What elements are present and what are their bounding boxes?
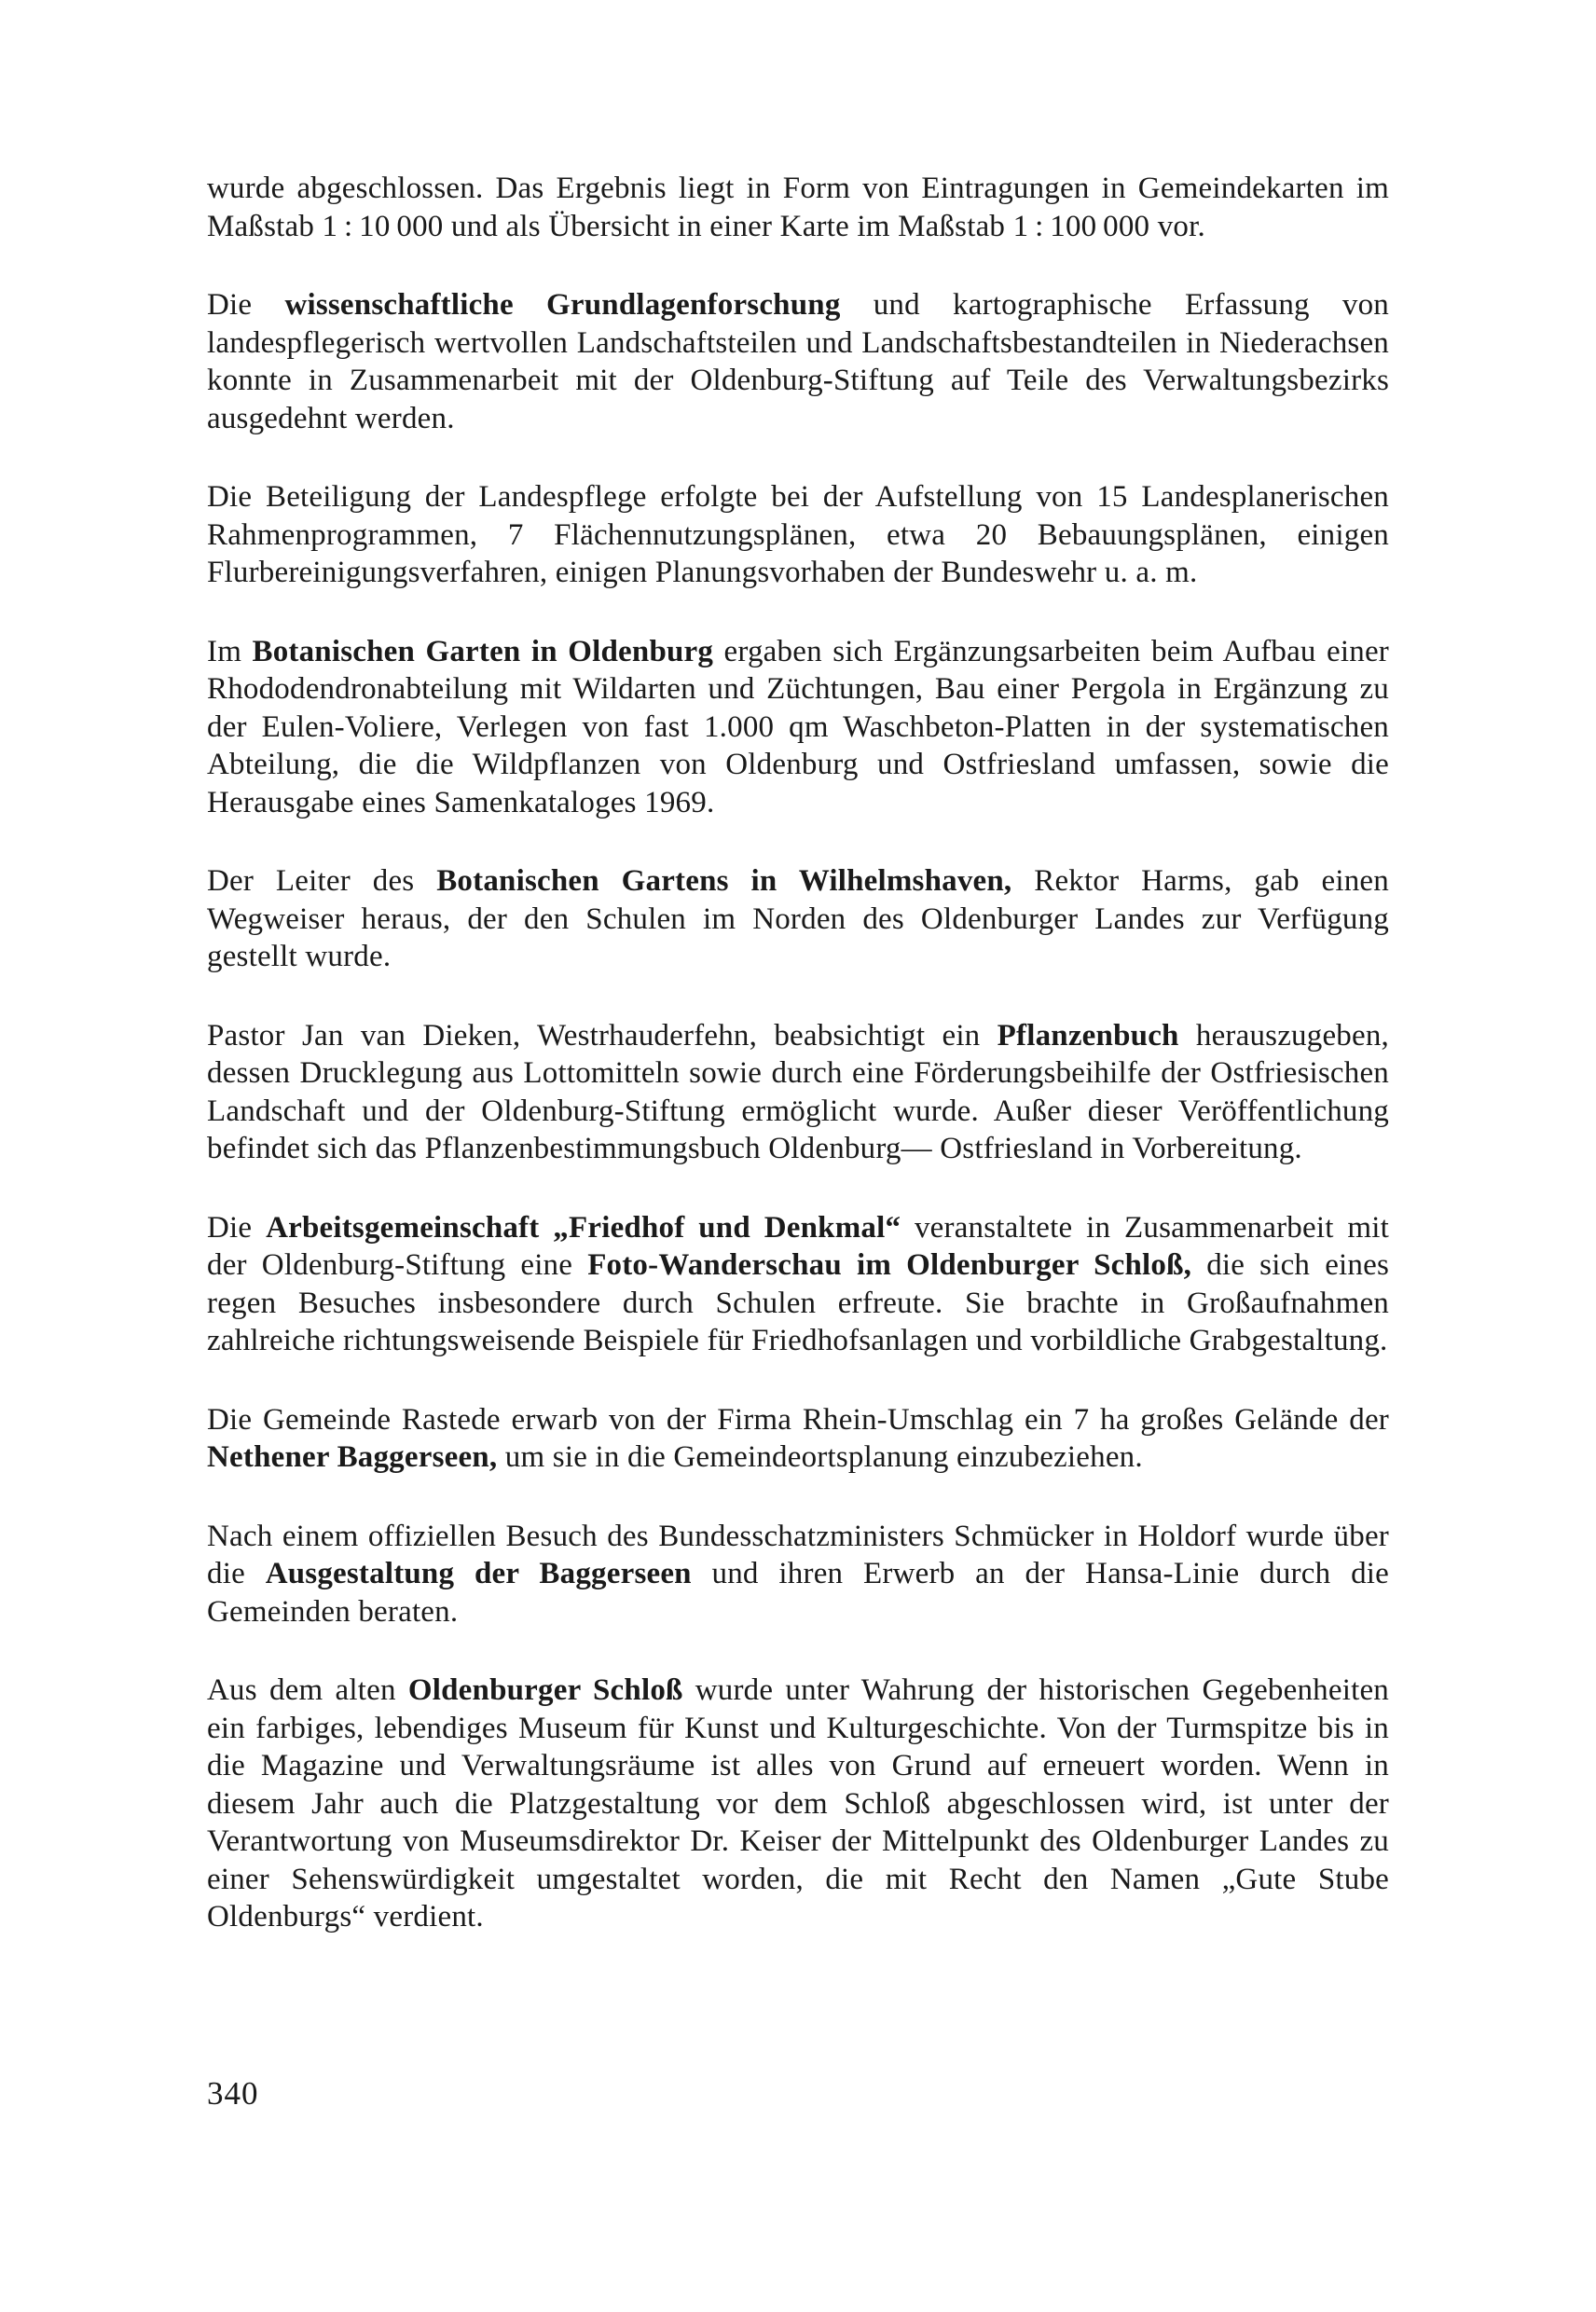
paragraph-6: [207, 1017, 1389, 1168]
text-run: Die: [207, 1210, 267, 1245]
text-run: herauszugeben, dessen Drucklegung aus Lottomitteln sowie durch eine Förderungsbeihilfe der Ostfriesischen Landschaft und der Oldenburg-Stiftung ermöglicht wurde. Außer dieser Veröffentlichung befindet sich das Pflanzenbestimmungsbuch Oldenburg— Ostfriesland in Vorbereitung.: [207, 1018, 1389, 1165]
text-run: Der Leiter des: [207, 864, 437, 898]
text-run: Die Gemeinde Rastede erwarb von der Firma Rhein-Umschlag ein 7 ha großes Gelände der: [207, 1402, 1389, 1437]
paragraph-4: [207, 633, 1389, 822]
paragraph-2: [207, 286, 1389, 437]
text-run: Nach einem offiziellen Besuch des Bundesschatzministers Schmücker in Holdorf wurde über die: [207, 1519, 1389, 1590]
text-run: die sich eines regen Besuches insbesondere durch Schulen erfreute. Sie brachte in Großaufnahmen zahlreiche richtungsweisende Beispiele für Friedhofsanlagen und vorbildliche Grabgestaltung.: [207, 1248, 1390, 1357]
paragraph-10: [207, 1672, 1389, 1936]
text-run: Aus dem alten: [207, 1673, 408, 1707]
paragraph-3: [207, 478, 1389, 592]
bold-phrase: Botanischen Gartens in Wilhelmshaven,: [436, 864, 1012, 898]
text-run: und ihren Erwerb an der Hansa-Linie durch die Gemeinden beraten.: [207, 1557, 1389, 1629]
text-run: wurde unter Wahrung der historischen Gegebenheiten ein farbiges, lebendiges Museum für Kunst und Kulturgeschichte. Von der Turmspitze bis in die Magazine und Verwaltungsräume ist alles von Grund auf erneuert worden. Wenn in diesem Jahr auch die Platzgestaltung vor dem Schloß abgeschlossen wird, ist unter der Verantwortung von Museumsdirektor Dr. Keiser der Mittelpunkt des Oldenburger Landes zu einer Sehenswürdigkeit umgestaltet worden, die mit Recht den Namen „Gute Stube Oldenburgs“ verdient.: [207, 1673, 1390, 1934]
bold-phrase: Ausgestaltung der Baggerseen: [265, 1557, 692, 1590]
bold-phrase: Foto-Wanderschau im Oldenburger Schloß,: [587, 1248, 1192, 1282]
bold-phrase: Pflanzenbuch: [997, 1018, 1179, 1053]
page-number: 340: [207, 2075, 259, 2112]
bold-phrase: Arbeitsgemeinschaft „Friedhof und Denkmal“: [266, 1210, 901, 1245]
text-run: Im: [207, 634, 253, 668]
text-run: veranstaltete in Zusammenarbeit mit der Oldenburg-Stiftung eine: [207, 1210, 1389, 1282]
text-run: um sie in die Gemeindeortsplanung einzubeziehen.: [497, 1440, 1143, 1474]
bold-phrase: Botanischen Garten in Oldenburg: [252, 634, 714, 668]
text-run: wurde abgeschlossen. Das Ergebnis liegt in Form von Eintragungen in Gemeindekarten im Maßstab 1 : 10 000 und als Übersicht in einer Karte im Maßstab 1 : 100 000 vor.: [207, 172, 1389, 243]
paragraph-8: [207, 1401, 1389, 1477]
paragraph-7: [207, 1209, 1389, 1360]
bold-phrase: Oldenburger Schloß: [407, 1673, 683, 1707]
bold-phrase: wissenschaftliche Grundlagenforschung: [284, 288, 841, 322]
paragraph-9: [207, 1518, 1389, 1631]
text-run: Pastor Jan van Dieken, Westrhauderfehn, beabsichtigt ein: [207, 1018, 998, 1053]
page-body: [207, 170, 1389, 1977]
paragraph-1: [207, 170, 1389, 245]
bold-phrase: Nethener Baggerseen,: [207, 1440, 498, 1474]
text-run: Rektor Harms, gab einen Wegweiser heraus, der den Schulen im Norden des Oldenburger Landes zur Verfügung gestellt wurde.: [207, 864, 1389, 973]
paragraph-5: [207, 862, 1389, 976]
text-run: ergaben sich Ergänzungsarbeiten beim Aufbau einer Rhododendronabteilung mit Wildarten und Züchtungen, Bau einer Pergola in Ergänzung zu der Eulen-Voliere, Verlegen von fast 1.000 qm Waschbeton-Platten in der systematischen Abteilung, die die Wildpflanzen von Oldenburg und Ostfriesland umfassen, sowie die Herausgabe eines Samenkataloges 1969.: [207, 634, 1389, 819]
text-run: und kartographische Erfassung von landespflegerisch wertvollen Landschaftsteilen und Landschaftsbestandteilen in Niederachsen konnte in Zusammenarbeit mit der Oldenburg-Stiftung auf Teile des Verwaltungsbezirks ausgedehnt werden.: [207, 288, 1389, 435]
text-run: Die Beteiligung der Landespflege erfolgte bei der Aufstellung von 15 Landesplanerischen Rahmenprogrammen, 7 Flächennutzungsplänen, etwa 20 Bebauungsplänen, einigen Flurbereinigungsverfahren, einigen Planungsvorhaben der Bundeswehr u. a. m.: [207, 480, 1389, 589]
text-run: Die: [207, 288, 285, 322]
